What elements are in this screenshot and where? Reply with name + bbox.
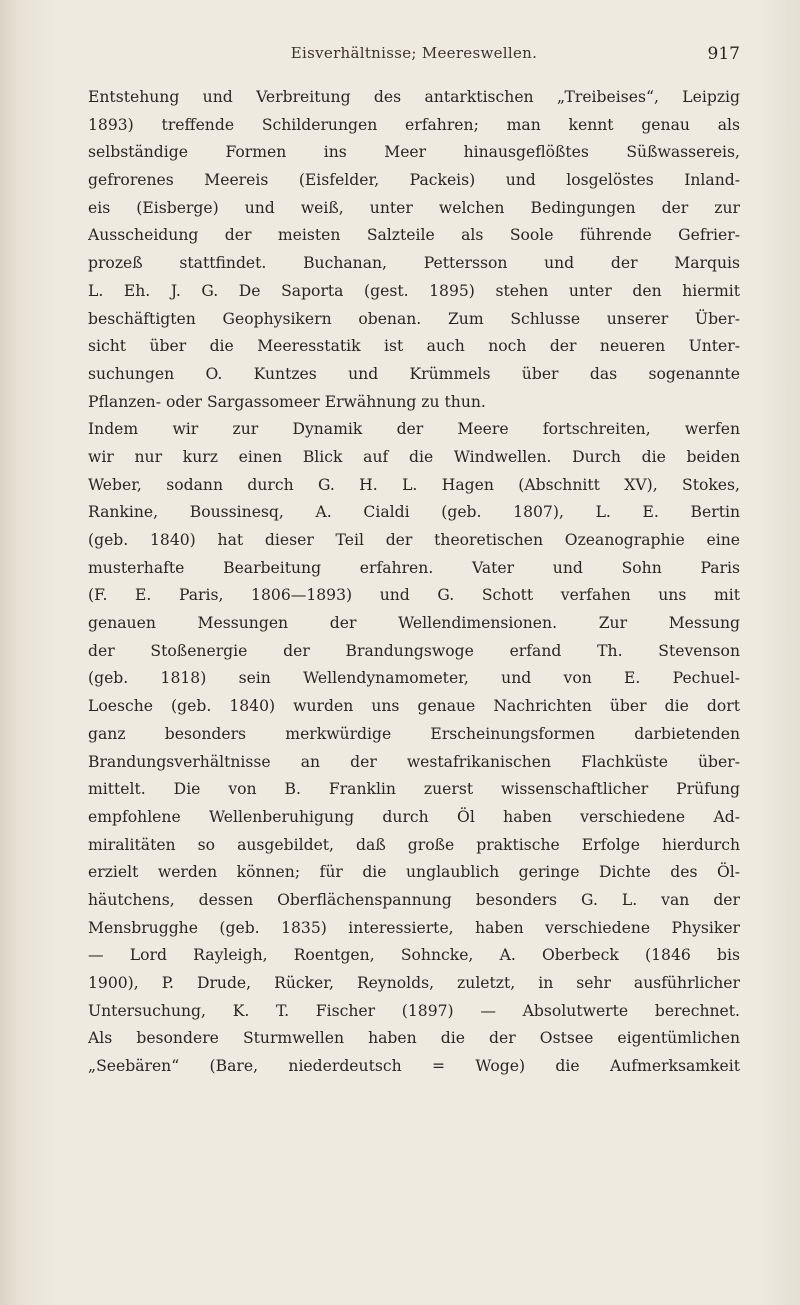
text-line: empfohlene Wellenberuhigung durch Öl haben verschiedene Ad- [88,807,740,826]
text-line: beschäftigten Geophysikern obenan. Zum Schlusse unserer Über- [88,309,740,328]
text-line: genauen Messungen der Wellendimensionen. Zur Messung [88,614,740,633]
text-line: häutchens, dessen Oberflächenspannung besonders G. L. van der [88,890,740,909]
text-line: Rankine, Boussinesq, A. Cialdi (geb. 1807), L. E. Bertin [88,503,740,522]
body-text [88,84,740,1081]
text-line: Untersuchung, K. T. Fischer (1897) — Absolutwerte berechnet. [88,1001,740,1020]
text-line: Mensbrugghe (geb. 1835) interessierte, haben verschiedene Physiker [88,918,740,937]
text-line: gefrorenes Meereis (Eisfelder, Packeis) und losgelöstes Inland- [88,171,740,190]
text-line: miralitäten so ausgebildet, daß große praktische Erfolge hierdurch [88,835,740,854]
text-line: musterhafte Bearbeitung erfahren. Vater und Sohn Paris [88,558,740,577]
text-line: sicht über die Meeresstatik ist auch noch der neueren Unter- [88,337,740,356]
text-line: ganz besonders merkwürdige Erscheinungsformen darbietenden [88,724,740,743]
page-header [88,44,740,68]
text-line: mittelt. Die von B. Franklin zuerst wissenschaftlicher Prüfung [88,780,740,799]
text-line: Pflanzen- oder Sargassomeer Erwähnung zu thun. [88,392,486,411]
text-line: eis (Eisberge) und weiß, unter welchen Bedingungen der zur [88,198,740,217]
text-line: „Seebären“ (Bare, niederdeutsch = Woge) die Aufmerksamkeit [88,1057,740,1076]
text-line: L. Eh. J. G. De Saporta (gest. 1895) stehen unter den hiermit [88,281,740,300]
text-line: der Stoßenergie der Brandungswoge erfand Th. Stevenson [88,641,740,660]
text-line: Als besondere Sturmwellen haben die der Ostsee eigentümlichen [88,1029,740,1048]
page-number: 917 [707,44,740,64]
text-line: Entstehung und Verbreitung des antarktischen „Treibeises“, Leipzig [88,88,740,106]
text-line: Loesche (geb. 1840) wurden uns genaue Nachrichten über die dort [88,697,740,716]
text-line: suchungen O. Kuntzes und Krümmels über das sogenannte [88,364,740,383]
text-line: Indem wir zur Dynamik der Meere fortschreiten, werfen [88,420,740,439]
text-line: Brandungsverhältnisse an der westafrikanischen Flachküste über- [88,752,740,771]
text-line: 1900), P. Drude, Rücker, Reynolds, zuletzt, in sehr ausführlicher [88,974,740,992]
text-line: 1893) treffende Schilderungen erfahren; man kennt genau als [88,115,740,134]
text-line: (geb. 1818) sein Wellendynamometer, und von E. Pechuel- [88,669,740,688]
text-line: — Lord Rayleigh, Roentgen, Sohncke, A. Oberbeck (1846 bis [88,946,740,965]
text-line: wir nur kurz einen Blick auf die Windwellen. Durch die beiden [88,447,740,466]
text-line: erzielt werden können; für die unglaublich geringe Dichte des Öl- [88,863,740,882]
text-line: Weber, sodann durch G. H. L. Hagen (Abschnitt XV), Stokes, [88,475,740,494]
text-line: prozeß stattfindet. Buchanan, Pettersson und der Marquis [88,254,740,273]
text-line: (geb. 1840) hat dieser Teil der theoretischen Ozeanographie eine [88,531,740,549]
text-line: selbständige Formen ins Meer hinausgeflößtes Süßwassereis, [88,143,740,162]
running-head: Eisverhältnisse; Meereswellen. [290,44,538,62]
text-line: Ausscheidung der meisten Salzteile als Soole führende Gefrier- [88,226,740,245]
text-line: (F. E. Paris, 1806—1893) und G. Schott verfahen uns mit [88,586,740,605]
